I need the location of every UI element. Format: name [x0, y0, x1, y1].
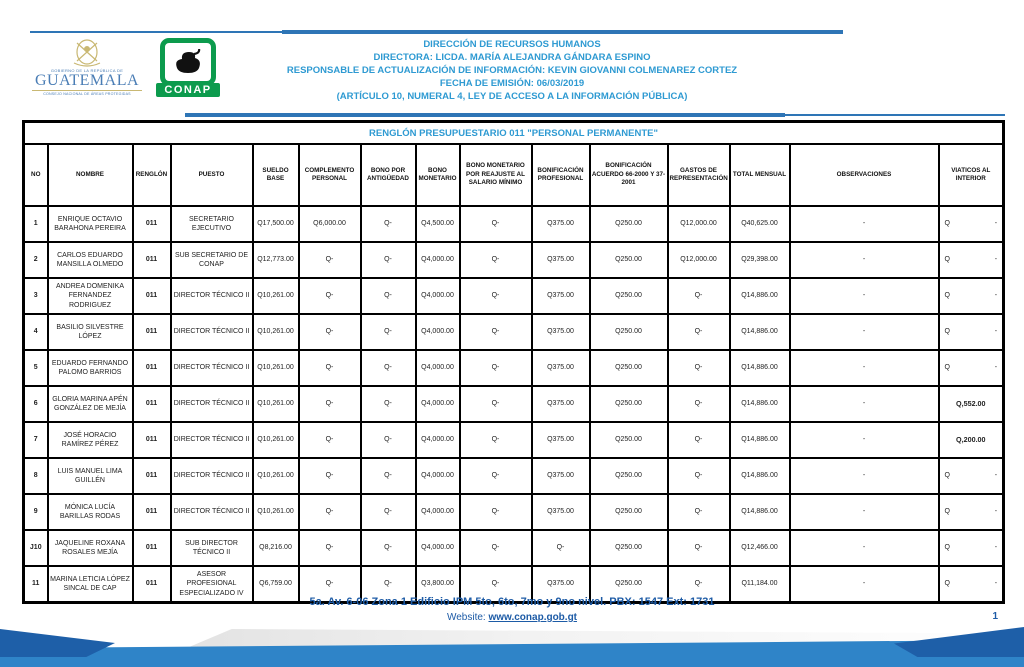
- cell-bono-monetario: Q4,000.00: [416, 530, 460, 566]
- cell-observaciones: -: [790, 242, 939, 278]
- table-row: [24, 422, 1004, 458]
- table-row: [24, 494, 1004, 530]
- cell-bonificacion-acuerdo: Q250.00: [590, 422, 668, 458]
- column-header-6: BONO POR ANTIGÜEDAD: [361, 144, 416, 206]
- cell-gastos-representacion: Q-: [668, 314, 730, 350]
- viaticos-currency: Q: [944, 544, 950, 552]
- cell-viaticos: [939, 314, 1004, 350]
- viaticos-currency: Q: [944, 364, 950, 372]
- cell-observaciones: -: [790, 422, 939, 458]
- cell-total-mensual: Q12,466.00: [730, 530, 790, 566]
- column-header-0: NO: [24, 144, 48, 206]
- cell-no: J10: [24, 530, 48, 566]
- cell-bono-reajuste-salario: Q-: [460, 314, 532, 350]
- cell-nombre: MÓNICA LUCÍA BARILLAS RODAS: [48, 494, 133, 530]
- cell-bono-antiguedad: Q-: [361, 206, 416, 242]
- cell-viaticos: Q,552.00: [939, 386, 1004, 422]
- cell-total-mensual: Q14,886.00: [730, 422, 790, 458]
- cell-puesto: ASESOR PROFESIONAL ESPECIALIZADO IV: [171, 566, 253, 603]
- cell-bono-reajuste-salario: Q-: [460, 278, 532, 314]
- cell-bono-antiguedad: Q-: [361, 386, 416, 422]
- website-label: Website:: [446, 612, 486, 623]
- cell-bono-antiguedad: Q-: [361, 494, 416, 530]
- viaticos-value: -: [994, 364, 998, 372]
- cell-complemento-personal: Q-: [299, 314, 361, 350]
- cell-puesto: DIRECTOR TÉCNICO II: [171, 278, 253, 314]
- cell-no: 2: [24, 242, 48, 278]
- table-row: [24, 206, 1004, 242]
- cell-bonificacion-acuerdo: Q250.00: [590, 206, 668, 242]
- column-header-1: NOMBRE: [48, 144, 133, 206]
- cell-bono-reajuste-salario: Q-: [460, 566, 532, 603]
- viaticos-value: -: [994, 472, 998, 480]
- viaticos-value: -: [994, 328, 998, 336]
- cell-nombre: LUIS MANUEL LIMA GUILLÉN: [48, 458, 133, 494]
- viaticos-value: -: [994, 220, 998, 228]
- cell-sueldo-base: Q10,261.00: [253, 278, 299, 314]
- page-number: 1: [992, 611, 998, 622]
- cell-nombre: ENRIQUE OCTAVIO BARAHONA PEREIRA: [48, 206, 133, 242]
- cell-bono-monetario: Q4,000.00: [416, 386, 460, 422]
- cell-bono-monetario: Q4,000.00: [416, 278, 460, 314]
- column-header-2: RENGLÓN: [133, 144, 171, 206]
- cell-nombre: ANDREA DOMENIKA FERNANDEZ RODRIGUEZ: [48, 278, 133, 314]
- viaticos-currency: Q: [944, 472, 950, 480]
- top-divider-thick: [282, 30, 843, 34]
- cell-puesto: SUB SECRETARIO DE CONAP: [171, 242, 253, 278]
- cell-renglon: 011: [133, 566, 171, 603]
- column-header-7: BONO MONETARIO: [416, 144, 460, 206]
- cell-renglon: 011: [133, 458, 171, 494]
- table-column-headers: [24, 144, 1004, 206]
- cell-nombre: EDUARDO FERNANDO PALOMO BARRIOS: [48, 350, 133, 386]
- cell-bonificacion-acuerdo: Q250.00: [590, 458, 668, 494]
- website-link[interactable]: www.conap.gob.gt: [488, 612, 578, 623]
- cell-renglon: 011: [133, 206, 171, 242]
- viaticos-value: -: [994, 256, 998, 264]
- cell-bonificacion-profesional: Q375.00: [532, 278, 590, 314]
- footer-address: 5a. Av. 6-06 Zona 1 Edificio IPM 5to, 6to, 7mo y 9no nivel. PBX: 1547 Ext: 1731: [309, 596, 715, 608]
- cell-observaciones: -: [790, 386, 939, 422]
- cell-complemento-personal: Q-: [299, 458, 361, 494]
- cell-renglon: 011: [133, 530, 171, 566]
- cell-puesto: SECRETARIO EJECUTIVO: [171, 206, 253, 242]
- cell-gastos-representacion: Q-: [668, 494, 730, 530]
- cell-viaticos: Q,200.00: [939, 422, 1004, 458]
- footer-band-right-accent: [894, 627, 1024, 657]
- viaticos-value: -: [994, 292, 998, 300]
- cell-gastos-representacion: Q-: [668, 350, 730, 386]
- cell-renglon: 011: [133, 278, 171, 314]
- table-row: [24, 242, 1004, 278]
- column-header-10: BONIFICACIÓN ACUERDO 66-2000 Y 37-2001: [590, 144, 668, 206]
- guatemala-logo-bottom-text: CONSEJO NACIONAL DE ÁREAS PROTEGIDAS: [32, 90, 142, 96]
- table-row: [24, 386, 1004, 422]
- cell-gastos-representacion: Q-: [668, 386, 730, 422]
- cell-no: 7: [24, 422, 48, 458]
- cell-no: 8: [24, 458, 48, 494]
- cell-observaciones: -: [790, 530, 939, 566]
- table-row: [24, 458, 1004, 494]
- cell-observaciones: -: [790, 314, 939, 350]
- cell-gastos-representacion: Q12,000.00: [668, 242, 730, 278]
- cell-complemento-personal: Q-: [299, 566, 361, 603]
- cell-bono-monetario: Q4,000.00: [416, 458, 460, 494]
- header-line-department: DIRECCIÓN DE RECURSOS HUMANOS: [423, 39, 601, 50]
- cell-nombre: JOSÉ HORACIO RAMÍREZ PÉREZ: [48, 422, 133, 458]
- guatemala-logo-top-text: GOBIERNO DE LA REPÚBLICA DE: [50, 68, 124, 73]
- column-header-9: BONIFICACIÓN PROFESIONAL: [532, 144, 590, 206]
- cell-no: 1: [24, 206, 48, 242]
- cell-bonificacion-profesional: Q375.00: [532, 386, 590, 422]
- cell-bono-reajuste-salario: Q-: [460, 530, 532, 566]
- cell-puesto: DIRECTOR TÉCNICO II: [171, 350, 253, 386]
- cell-sueldo-base: Q6,759.00: [253, 566, 299, 603]
- table-title: RENGLÓN PRESUPUESTARIO 011 "PERSONAL PERMANENTE": [24, 122, 1004, 145]
- cell-bono-monetario: Q4,000.00: [416, 242, 460, 278]
- header-line-responsable: RESPONSABLE DE ACTUALIZACIÓN DE INFORMACIÓN: KEVIN GIOVANNI COLMENAREZ CORTEZ: [286, 65, 738, 76]
- column-header-13: OBSERVACIONES: [790, 144, 939, 206]
- cell-bonificacion-profesional: Q375.00: [532, 242, 590, 278]
- cell-nombre: GLORIA MARINA APÉN GONZÁLEZ DE MEJÍA: [48, 386, 133, 422]
- cell-bono-monetario: Q4,000.00: [416, 422, 460, 458]
- cell-total-mensual: Q14,886.00: [730, 386, 790, 422]
- viaticos-currency: Q: [944, 580, 950, 588]
- cell-total-mensual: Q11,184.00: [730, 566, 790, 603]
- cell-bono-reajuste-salario: Q-: [460, 422, 532, 458]
- cell-puesto: DIRECTOR TÉCNICO II: [171, 458, 253, 494]
- viaticos-value: -: [994, 580, 998, 588]
- cell-no: 4: [24, 314, 48, 350]
- cell-bonificacion-acuerdo: Q250.00: [590, 314, 668, 350]
- cell-bonificacion-acuerdo: Q250.00: [590, 566, 668, 603]
- table-title-row: [24, 122, 1004, 145]
- cell-complemento-personal: Q-: [299, 422, 361, 458]
- cell-renglon: 011: [133, 314, 171, 350]
- column-header-12: TOTAL MENSUAL: [730, 144, 790, 206]
- cell-bonificacion-profesional: Q375.00: [532, 422, 590, 458]
- cell-total-mensual: Q14,886.00: [730, 350, 790, 386]
- cell-puesto: DIRECTOR TÉCNICO II: [171, 422, 253, 458]
- cell-bono-monetario: Q4,500.00: [416, 206, 460, 242]
- cell-bono-reajuste-salario: Q-: [460, 458, 532, 494]
- cell-bono-antiguedad: Q-: [361, 278, 416, 314]
- cell-nombre: CARLOS EDUARDO MANSILLA OLMEDO: [48, 242, 133, 278]
- column-header-8: BONO MONETARIO POR REAJUSTE AL SALARIO MÍNIMO: [460, 144, 532, 206]
- cell-sueldo-base: Q10,261.00: [253, 422, 299, 458]
- table-row: [24, 314, 1004, 350]
- cell-bono-reajuste-salario: Q-: [460, 386, 532, 422]
- cell-no: 5: [24, 350, 48, 386]
- cell-nombre: BASILIO SILVESTRE LÓPEZ: [48, 314, 133, 350]
- cell-complemento-personal: Q-: [299, 350, 361, 386]
- table-row: [24, 278, 1004, 314]
- cell-sueldo-base: Q17,500.00: [253, 206, 299, 242]
- cell-viaticos: [939, 350, 1004, 386]
- table-row: [24, 350, 1004, 386]
- payroll-table: [22, 120, 1005, 604]
- cell-bonificacion-acuerdo: Q250.00: [590, 350, 668, 386]
- cell-gastos-representacion: Q12,000.00: [668, 206, 730, 242]
- cell-bonificacion-acuerdo: Q250.00: [590, 278, 668, 314]
- column-header-11: GASTOS DE REPRESENTACIÓN: [668, 144, 730, 206]
- cell-viaticos: [939, 530, 1004, 566]
- cell-bonificacion-profesional: Q-: [532, 530, 590, 566]
- cell-observaciones: -: [790, 566, 939, 603]
- cell-complemento-personal: Q-: [299, 278, 361, 314]
- cell-bono-reajuste-salario: Q-: [460, 206, 532, 242]
- cell-gastos-representacion: Q-: [668, 530, 730, 566]
- cell-gastos-representacion: Q-: [668, 458, 730, 494]
- column-header-5: COMPLEMENTO PERSONAL: [299, 144, 361, 206]
- cell-gastos-representacion: Q-: [668, 422, 730, 458]
- cell-viaticos: [939, 242, 1004, 278]
- cell-complemento-personal: Q-: [299, 386, 361, 422]
- cell-sueldo-base: Q10,261.00: [253, 386, 299, 422]
- cell-renglon: 011: [133, 422, 171, 458]
- cell-bono-antiguedad: Q-: [361, 530, 416, 566]
- cell-observaciones: -: [790, 494, 939, 530]
- table-row: [24, 530, 1004, 566]
- cell-no: 6: [24, 386, 48, 422]
- cell-sueldo-base: Q10,261.00: [253, 314, 299, 350]
- cell-no: 11: [24, 566, 48, 603]
- cell-no: 3: [24, 278, 48, 314]
- document-header: [0, 38, 1024, 103]
- cell-renglon: 011: [133, 386, 171, 422]
- cell-bono-antiguedad: Q-: [361, 314, 416, 350]
- header-divider-thick: [185, 113, 785, 117]
- header-line-articulo: (ARTÍCULO 10, NUMERAL 4, LEY DE ACCESO A LA INFORMACIÓN PÚBLICA): [336, 91, 688, 102]
- cell-total-mensual: Q14,886.00: [730, 458, 790, 494]
- viaticos-currency: Q: [944, 328, 950, 336]
- cell-no: 9: [24, 494, 48, 530]
- cell-nombre: MARINA LETICIA LÓPEZ SINCAL DE CAP: [48, 566, 133, 603]
- cell-bono-reajuste-salario: Q-: [460, 350, 532, 386]
- guatemala-logo-name: GUATEMALA: [34, 72, 140, 89]
- cell-complemento-personal: Q-: [299, 530, 361, 566]
- cell-renglon: 011: [133, 242, 171, 278]
- cell-bono-antiguedad: Q-: [361, 458, 416, 494]
- header-line-fecha: FECHA DE EMISIÓN: 06/03/2019: [439, 78, 585, 89]
- cell-puesto: DIRECTOR TÉCNICO II: [171, 314, 253, 350]
- cell-observaciones: -: [790, 458, 939, 494]
- cell-observaciones: -: [790, 278, 939, 314]
- cell-sueldo-base: Q10,261.00: [253, 458, 299, 494]
- cell-bonificacion-profesional: Q375.00: [532, 458, 590, 494]
- cell-bonificacion-profesional: Q375.00: [532, 494, 590, 530]
- viaticos-value: -: [994, 544, 998, 552]
- cell-nombre: JAQUELINE ROXANA ROSALES MEJÍA: [48, 530, 133, 566]
- cell-complemento-personal: Q-: [299, 242, 361, 278]
- cell-observaciones: -: [790, 206, 939, 242]
- footer-website: [0, 612, 1024, 623]
- cell-bonificacion-profesional: Q375.00: [532, 314, 590, 350]
- cell-total-mensual: Q40,625.00: [730, 206, 790, 242]
- viaticos-currency: Q: [944, 292, 950, 300]
- cell-bono-reajuste-salario: Q-: [460, 242, 532, 278]
- cell-sueldo-base: Q12,773.00: [253, 242, 299, 278]
- cell-renglon: 011: [133, 350, 171, 386]
- cell-viaticos: [939, 458, 1004, 494]
- cell-total-mensual: Q14,886.00: [730, 494, 790, 530]
- cell-total-mensual: Q14,886.00: [730, 314, 790, 350]
- cell-puesto: DIRECTOR TÉCNICO II: [171, 386, 253, 422]
- cell-renglon: 011: [133, 494, 171, 530]
- cell-puesto: SUB DIRECTOR TÉCNICO II: [171, 530, 253, 566]
- cell-complemento-personal: Q6,000.00: [299, 206, 361, 242]
- viaticos-currency: Q: [944, 508, 950, 516]
- cell-complemento-personal: Q-: [299, 494, 361, 530]
- cell-sueldo-base: Q10,261.00: [253, 494, 299, 530]
- cell-sueldo-base: Q8,216.00: [253, 530, 299, 566]
- cell-viaticos: [939, 206, 1004, 242]
- cell-bonificacion-profesional: Q375.00: [532, 206, 590, 242]
- cell-bono-reajuste-salario: Q-: [460, 494, 532, 530]
- cell-bono-antiguedad: Q-: [361, 566, 416, 603]
- cell-bono-monetario: Q4,000.00: [416, 350, 460, 386]
- cell-viaticos: [939, 278, 1004, 314]
- cell-bonificacion-profesional: Q375.00: [532, 350, 590, 386]
- cell-bonificacion-profesional: Q375.00: [532, 566, 590, 603]
- cell-bono-monetario: Q4,000.00: [416, 314, 460, 350]
- cell-bono-monetario: Q4,000.00: [416, 494, 460, 530]
- column-header-4: SUELDO BASE: [253, 144, 299, 206]
- cell-bono-antiguedad: Q-: [361, 422, 416, 458]
- cell-total-mensual: Q29,398.00: [730, 242, 790, 278]
- column-header-14: VIATICOS AL INTERIOR: [939, 144, 1004, 206]
- cell-bonificacion-acuerdo: Q250.00: [590, 242, 668, 278]
- cell-bono-antiguedad: Q-: [361, 350, 416, 386]
- cell-bono-monetario: Q3,800.00: [416, 566, 460, 603]
- cell-observaciones: -: [790, 350, 939, 386]
- cell-bonificacion-acuerdo: Q250.00: [590, 386, 668, 422]
- cell-viaticos: [939, 494, 1004, 530]
- conap-logo-name: CONAP: [156, 83, 220, 97]
- viaticos-currency: Q: [944, 256, 950, 264]
- column-header-3: PUESTO: [171, 144, 253, 206]
- cell-gastos-representacion: Q-: [668, 278, 730, 314]
- cell-sueldo-base: Q10,261.00: [253, 350, 299, 386]
- cell-total-mensual: Q14,886.00: [730, 278, 790, 314]
- header-line-director: DIRECTORA: LICDA. MARÍA ALEJANDRA GÁNDARA ESPINO: [373, 52, 651, 63]
- cell-bono-antiguedad: Q-: [361, 242, 416, 278]
- cell-bonificacion-acuerdo: Q250.00: [590, 530, 668, 566]
- cell-bonificacion-acuerdo: Q250.00: [590, 494, 668, 530]
- viaticos-currency: Q: [944, 220, 950, 228]
- cell-puesto: DIRECTOR TÉCNICO II: [171, 494, 253, 530]
- viaticos-value: -: [994, 508, 998, 516]
- cell-gastos-representacion: Q-: [668, 566, 730, 603]
